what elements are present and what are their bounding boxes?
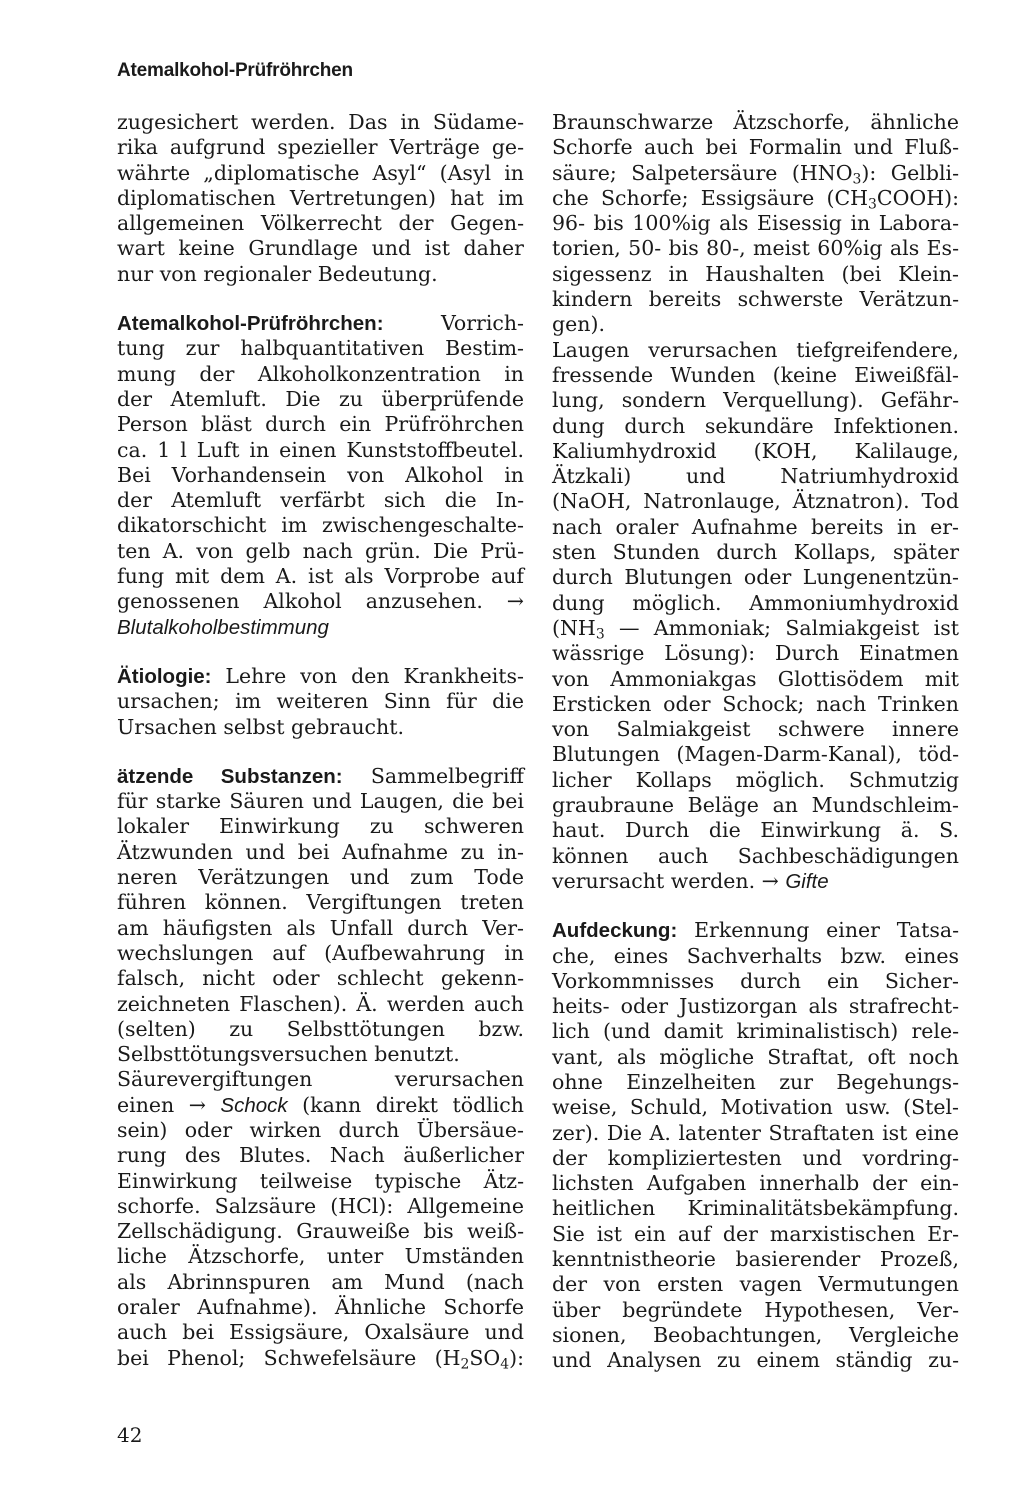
text-line — [552, 161, 959, 186]
line-text: Kaliumhydroxid (KOH, Kalilauge, — [552, 438, 959, 463]
text-line — [552, 262, 959, 287]
text-line — [117, 615, 524, 640]
text-line — [117, 764, 524, 789]
line-text: bei Phenol; Schwefelsäure (H — [117, 1345, 461, 1370]
text-line — [117, 1219, 524, 1244]
line-text: schorfe. Salzsäure (HCl): Allgemeine — [117, 1193, 524, 1218]
line-text: falsch, nicht oder schlecht gekenn- — [117, 966, 524, 991]
line-text: über begründete Hypothesen, Ver- — [552, 1297, 959, 1322]
text-line — [552, 591, 959, 616]
line-text: (kann direkt tödlich — [287, 1092, 524, 1117]
line-text: sigessenz in Haushalten (bei Klein- — [552, 261, 959, 286]
entry-term: Atemalkohol-Prüfröhrchen: — [117, 312, 384, 336]
text-line — [552, 844, 959, 869]
line-text: lichsten Aufgaben innerhalb der ein- — [552, 1171, 959, 1196]
line-text: und Analysen zu einem ständig zu- — [552, 1348, 959, 1373]
line-text: (selten) zu Selbsttötungen bzw. — [117, 1016, 524, 1041]
text-line — [117, 463, 524, 488]
text-line — [117, 1320, 524, 1345]
line-text: der von ersten vagen Vermutungen — [552, 1272, 959, 1297]
text-line — [552, 287, 959, 312]
text-line — [117, 1143, 524, 1168]
text-line — [117, 336, 524, 361]
line-text: von Ammoniakgas Glottisödem mit — [552, 666, 959, 691]
text-line — [117, 564, 524, 589]
left-column — [117, 110, 524, 1371]
text-line — [552, 1222, 959, 1247]
line-text: weise, Schuld, Motivation usw. (Stel- — [552, 1095, 959, 1120]
paragraph-gap — [117, 640, 524, 664]
line-text: sionen, Beobachtungen, Vergleiche — [552, 1322, 959, 1347]
line-text: währte „diplomatische Asyl“ (Asyl in — [117, 160, 524, 185]
line-text: haut. Durch die Einwirkung ä. S. — [552, 818, 959, 843]
line-text: Laugen verursachen tiefgreifendere, — [552, 337, 959, 362]
line-text: Bei Vorhandensein von Alkohol in — [117, 462, 524, 487]
line-text: Erkennung einer Tatsa- — [677, 918, 959, 943]
line-text: wechslungen auf (Aufbewahrung in — [117, 940, 524, 965]
subscript: 3 — [595, 626, 605, 643]
line-text: (NH — [552, 615, 596, 640]
text-line — [117, 814, 524, 839]
text-line — [117, 110, 524, 135]
line-text: Einwirkung teilweise typische Ätz- — [117, 1168, 524, 1193]
text-line — [117, 1169, 524, 1194]
text-line — [552, 1121, 959, 1146]
line-text: che, eines Sachverhalts bzw. eines — [552, 943, 959, 968]
text-line — [117, 941, 524, 966]
line-text: — Ammoniak; Salmiakgeist ist — [604, 615, 959, 640]
line-text: lokaler Einwirkung zu schweren — [117, 814, 524, 839]
line-text: Zellschädigung. Grauweiße bis weiß- — [117, 1219, 524, 1244]
line-text: licher Kollaps möglich. Schmutzig — [552, 767, 959, 792]
line-text: Sie ist ein auf der marxistischen Er- — [552, 1221, 959, 1246]
line-text: einen → — [117, 1092, 221, 1117]
text-line — [552, 1298, 959, 1323]
text-line — [117, 135, 524, 160]
text-line — [552, 667, 959, 692]
text-line — [552, 1045, 959, 1070]
line-text: rika aufgrund spezieller Verträge ge- — [117, 135, 524, 160]
text-line — [552, 1171, 959, 1196]
text-line — [552, 1146, 959, 1171]
line-text: oraler Aufnahme). Ähnliche Schorfe — [117, 1295, 524, 1320]
line-text: nach oraler Aufnahme bereits in er- — [552, 514, 959, 539]
text-line — [552, 186, 959, 211]
text-line — [552, 414, 959, 439]
line-text: dung möglich. Ammoniumhydroxid — [552, 590, 959, 615]
text-line — [117, 916, 524, 941]
text-line — [117, 789, 524, 814]
paragraph-gap — [117, 740, 524, 764]
line-text: liche Ätzschorfe, unter Umständen — [117, 1244, 524, 1269]
text-line — [117, 1067, 524, 1092]
line-text: der Atemluft. Die zu überprüfende — [117, 386, 524, 411]
line-text: heitlichen Kriminalitätsbekämpfung. — [552, 1196, 959, 1221]
line-text: fressende Wunden (keine Eiweißfäl- — [552, 362, 959, 387]
line-text: heits- oder Justizorgan als strafrecht- — [552, 994, 959, 1019]
line-text: Ersticken oder Schock; nach Trinken — [552, 691, 959, 716]
text-line — [552, 211, 959, 236]
line-text: 96- bis 100%ig als Eisessig in Labora- — [552, 211, 959, 236]
line-text: Vorkommnisses durch ein Sicher- — [552, 968, 959, 993]
text-line — [552, 236, 959, 261]
subscript: 2 — [460, 1356, 470, 1373]
line-text: der Atemluft verfärbt sich die In- — [117, 488, 524, 513]
text-line — [552, 969, 959, 994]
entry-term: ätzende Substanzen: — [117, 764, 343, 788]
line-text: säure; Salpetersäure (HNO — [552, 160, 853, 185]
text-line — [552, 944, 959, 969]
text-line — [117, 840, 524, 865]
text-line — [552, 363, 959, 388]
line-text: kenntnistheorie basierender Prozeß, — [552, 1247, 959, 1272]
text-line — [117, 1118, 524, 1143]
text-line — [552, 464, 959, 489]
entry-term: Aufdeckung: — [552, 919, 678, 943]
line-text: genossenen Alkohol anzusehen. → — [117, 589, 524, 614]
running-header: Atemalkohol-Prüfröhrchen — [117, 60, 353, 81]
line-text: ): — [509, 1345, 524, 1370]
line-text: neren Verätzungen und zum Tode — [117, 865, 524, 890]
line-text: fung mit dem A. ist als Vorprobe auf — [117, 564, 524, 589]
line-text: Schorfe auch bei Formalin und Fluß- — [552, 135, 959, 160]
text-line — [552, 1348, 959, 1373]
text-line — [117, 992, 524, 1017]
line-text: für starke Säuren und Laugen, die bei — [117, 789, 524, 814]
text-line — [552, 717, 959, 742]
line-text: ohne Einzelheiten zur Begehungs- — [552, 1069, 959, 1094]
line-text: kindern bereits schwerste Verätzun- — [552, 287, 959, 312]
line-text: Ursachen selbst gebraucht. — [117, 714, 404, 739]
text-line — [117, 1042, 524, 1067]
text-line — [117, 589, 524, 614]
line-text: ursachen; im weiteren Sinn für die — [117, 689, 524, 714]
text-line — [117, 211, 524, 236]
line-text: tung zur halbquantitativen Bestim- — [117, 336, 524, 361]
line-text: mung der Alkoholkonzentration in — [117, 361, 524, 386]
text-line — [117, 1295, 524, 1320]
line-text: Lehre von den Krankheits- — [211, 663, 524, 688]
line-text: dikatorschicht im zwischengeschalte- — [117, 513, 524, 538]
line-text: Selbsttötungsversuchen benutzt. — [117, 1042, 460, 1067]
line-text: ten A. von gelb nach grün. Die Prü- — [117, 538, 524, 563]
text-line — [117, 1194, 524, 1219]
line-text: führen können. Vergiftungen treten — [117, 890, 524, 915]
text-line — [552, 641, 959, 666]
cross-reference: Blutalkoholbestimmung — [117, 615, 329, 639]
line-text: ): Gelbli- — [861, 160, 959, 185]
line-text: sten Stunden durch Kollaps, später — [552, 540, 959, 565]
line-text: als Abrinnspuren am Mund (nach — [117, 1269, 524, 1294]
text-line — [117, 966, 524, 991]
text-line — [552, 692, 959, 717]
text-line — [117, 664, 524, 689]
line-text: gen). — [552, 312, 605, 337]
text-line — [552, 388, 959, 413]
line-text: Ätzwunden und bei Aufnahme zu in- — [117, 839, 524, 864]
text-line — [117, 186, 524, 211]
text-line — [117, 1017, 524, 1042]
line-text: wart keine Grundlage und ist daher — [117, 236, 524, 261]
line-text: wässrige Lösung): Durch Einatmen — [552, 641, 959, 666]
line-text: können auch Sachbeschädigungen — [552, 843, 959, 868]
text-line — [552, 869, 959, 894]
line-text: vant, als mögliche Straftat, oft noch — [552, 1044, 959, 1069]
paragraph-gap — [552, 894, 959, 918]
text-line — [552, 565, 959, 590]
line-text: che Schorfe; Essigsäure (CH — [552, 185, 869, 210]
line-text: lung, sondern Verquellung). Gefähr- — [552, 388, 959, 413]
entry-term: Ätiologie: — [117, 664, 212, 688]
text-line — [552, 439, 959, 464]
right-column — [552, 110, 959, 1374]
paragraph-gap — [117, 287, 524, 311]
text-line — [117, 488, 524, 513]
text-line — [117, 262, 524, 287]
text-line — [552, 312, 959, 337]
text-line — [552, 616, 959, 641]
text-line — [117, 890, 524, 915]
line-text: torien, 50- bis 80-, meist 60%ig als Es- — [552, 236, 959, 261]
text-line — [552, 1323, 959, 1348]
line-text: nur von regionaler Bedeutung. — [117, 261, 438, 286]
line-text: der kompliziertesten und vordring- — [552, 1145, 959, 1170]
line-text: diplomatischen Vertretungen) hat im — [117, 185, 524, 210]
line-text: graubraune Beläge an Mundschleim- — [552, 793, 959, 818]
text-line — [552, 918, 959, 943]
text-line — [117, 412, 524, 437]
text-line — [117, 715, 524, 740]
text-line — [117, 1270, 524, 1295]
text-line — [117, 161, 524, 186]
text-line — [117, 539, 524, 564]
line-text: zeichneten Flaschen). Ä. werden auch — [117, 991, 524, 1016]
text-line — [117, 513, 524, 538]
text-line — [552, 540, 959, 565]
text-line — [117, 311, 524, 336]
line-text: zer). Die A. latenter Straftaten ist eine — [552, 1120, 959, 1145]
text-line — [117, 865, 524, 890]
text-line — [552, 818, 959, 843]
line-text: rung des Blutes. Nach äußerlicher — [117, 1143, 524, 1168]
text-line — [552, 793, 959, 818]
line-text: verursacht werden. → — [552, 868, 786, 893]
text-line — [552, 1095, 959, 1120]
text-line — [117, 1244, 524, 1269]
line-text: zugesichert werden. Das in Südame- — [117, 110, 524, 134]
line-text: ca. 1 l Luft in einen Kunststoffbeutel. — [117, 437, 524, 462]
text-line — [117, 1093, 524, 1118]
line-text: (NaOH, Natronlauge, Ätznatron). Tod — [552, 489, 959, 514]
text-line — [552, 515, 959, 540]
subscript: 3 — [868, 196, 877, 213]
text-line — [552, 768, 959, 793]
text-line — [552, 110, 959, 135]
line-text: Braunschwarze Ätzschorfe, ähnliche — [552, 110, 959, 134]
text-line — [552, 1196, 959, 1221]
text-line — [552, 1247, 959, 1272]
line-text: dung durch sekundäre Infektionen. — [552, 413, 959, 438]
line-text: SO — [469, 1345, 501, 1370]
line-text: COOH): — [876, 185, 959, 210]
line-text: Blutungen (Magen-Darm-Kanal), töd- — [552, 742, 959, 767]
text-line — [117, 1346, 524, 1371]
line-text: Ätzkali) und Natriumhydroxid — [552, 464, 959, 489]
text-line — [552, 135, 959, 160]
text-line — [552, 742, 959, 767]
text-line — [552, 1070, 959, 1095]
line-text: Säurevergiftungen verursachen — [117, 1067, 524, 1092]
line-text: durch Blutungen oder Lungenentzün- — [552, 565, 959, 590]
line-text: Sammelbegriff — [342, 763, 524, 788]
text-line — [552, 1272, 959, 1297]
line-text: allgemeinen Völkerrecht der Gegen- — [117, 211, 524, 236]
cross-reference: Gifte — [785, 869, 829, 893]
text-line — [552, 489, 959, 514]
text-line — [552, 1019, 959, 1044]
line-text: auch bei Essigsäure, Oxalsäure und — [117, 1320, 524, 1345]
line-text: Vorrich- — [383, 311, 524, 336]
text-line — [117, 236, 524, 261]
cross-reference: Schock — [220, 1093, 288, 1117]
line-text: lich (und damit kriminalistisch) rele- — [552, 1019, 959, 1044]
line-text: Person bläst durch ein Prüfröhrchen — [117, 412, 524, 437]
line-text: von Salmiakgeist schwere innere — [552, 717, 959, 742]
subscript: 4 — [500, 1356, 510, 1373]
line-text: am häufigsten als Unfall durch Ver- — [117, 915, 524, 940]
text-line — [117, 362, 524, 387]
line-text: sein) oder wirken durch Übersäue- — [117, 1117, 524, 1142]
text-line — [117, 438, 524, 463]
text-line — [117, 387, 524, 412]
text-line — [117, 689, 524, 714]
text-line — [552, 994, 959, 1019]
page-number: 42 — [117, 1423, 143, 1447]
subscript: 3 — [852, 171, 862, 188]
text-line — [552, 338, 959, 363]
